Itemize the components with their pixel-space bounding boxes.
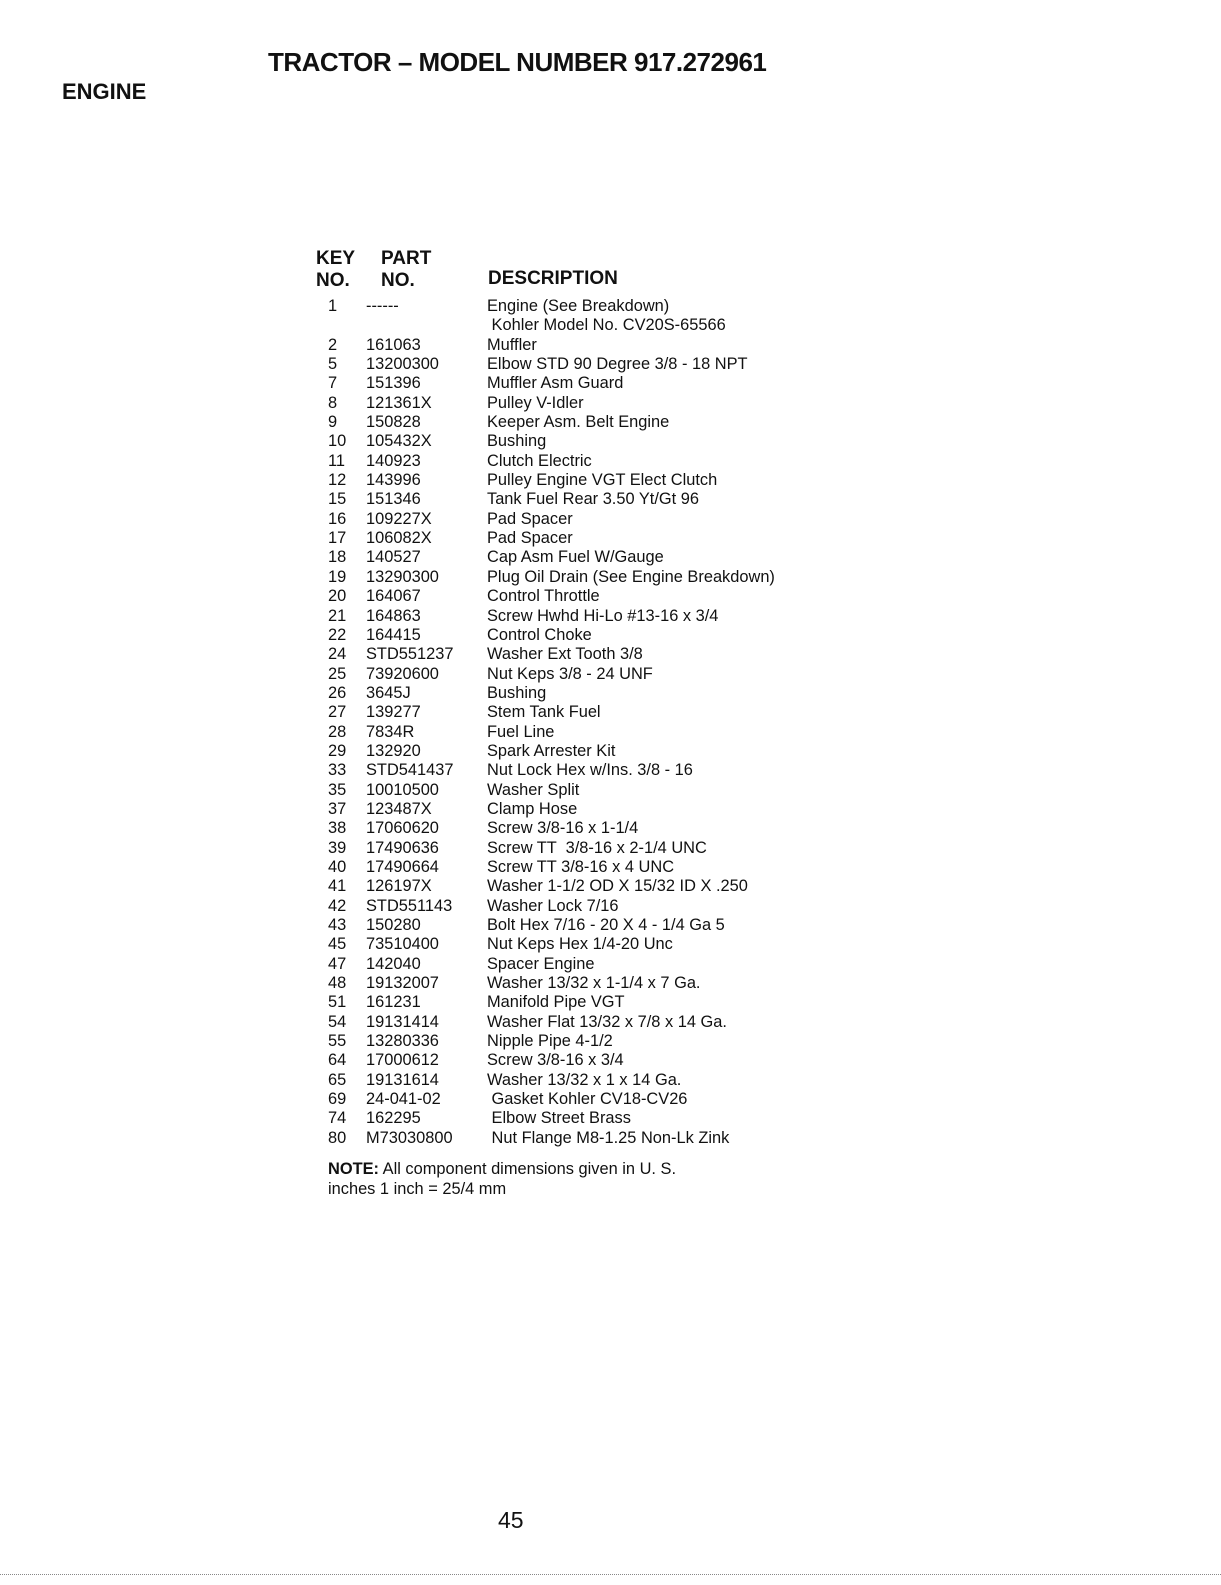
key-no-cell: 39	[328, 838, 347, 857]
key-no-cell: 48	[328, 974, 347, 993]
key-no-cell: 45	[328, 935, 347, 954]
part-no-cell: 73920600	[366, 664, 439, 683]
description-cell: Bushing	[487, 683, 547, 702]
key-no-cell: 20	[328, 587, 347, 606]
key-no-cell: 43	[328, 916, 347, 934]
table-row	[328, 374, 888, 393]
key-no-cell: 12	[328, 471, 347, 490]
description-cell: Fuel Line	[487, 722, 555, 741]
description-cell: Spark Arrester Kit	[487, 741, 616, 760]
table-row	[328, 877, 888, 896]
dimension-note	[328, 1160, 676, 1199]
table-row	[328, 490, 888, 509]
description-cell: Gasket Kohler CV18-CV26	[487, 1090, 688, 1109]
parts-list	[328, 297, 888, 1148]
part-no-cell: 143996	[366, 471, 421, 490]
part-no-cell: 164863	[366, 606, 421, 625]
part-no-cell: ------	[366, 297, 399, 315]
table-row	[328, 955, 888, 974]
description-cell: Nut Lock Hex w/Ins. 3/8 - 16	[487, 761, 693, 780]
table-row	[328, 723, 888, 742]
table-row	[328, 974, 888, 993]
description-cell: Stem Tank Fuel	[487, 703, 601, 722]
key-no-cell: 35	[328, 780, 347, 799]
table-row	[328, 1090, 888, 1109]
key-no-cell: 18	[328, 548, 347, 567]
part-no-cell: 123487X	[366, 799, 432, 818]
description-cell: Pad Spacer	[487, 529, 573, 548]
key-no-cell: 16	[328, 509, 347, 528]
key-no-cell: 15	[328, 490, 347, 509]
part-no-cell: 161231	[366, 993, 421, 1012]
table-row	[328, 394, 888, 413]
key-no-cell: 11	[328, 451, 346, 470]
table-row	[328, 839, 888, 858]
table-row	[328, 1109, 888, 1128]
key-no-cell: 9	[328, 413, 338, 432]
key-no-cell: 25	[328, 664, 347, 683]
part-no-cell: 132920	[366, 741, 421, 760]
section-title: ENGINE	[62, 79, 147, 104]
part-no-cell: 106082X	[366, 529, 432, 548]
key-no-cell: 29	[328, 741, 347, 760]
table-row	[328, 665, 888, 684]
key-no-cell: 28	[328, 722, 347, 741]
table-row	[328, 645, 888, 664]
table-row	[328, 297, 888, 316]
description-cell: Plug Oil Drain (See Engine Breakdown)	[487, 567, 775, 586]
table-row	[328, 316, 888, 335]
key-no-cell: 22	[328, 625, 347, 644]
description-cell: Engine (See Breakdown)	[487, 297, 670, 315]
description-cell: Screw TT 3/8-16 x 2-1/4 UNC	[487, 838, 707, 857]
part-no-cell: STD551143	[366, 896, 453, 915]
key-no-cell: 33	[328, 761, 347, 780]
key-no-cell: 55	[328, 1032, 347, 1051]
table-row	[328, 432, 888, 451]
table-row	[328, 1051, 888, 1070]
key-no-cell: 80	[328, 1128, 347, 1147]
note-text-2: inches 1 inch = 25/4 mm	[328, 1179, 507, 1198]
table-row	[328, 1129, 888, 1148]
description-cell: Control Throttle	[487, 587, 600, 606]
key-no-cell: 40	[328, 857, 347, 876]
table-row	[328, 800, 888, 819]
table-row	[328, 742, 888, 761]
description-cell: Pulley Engine VGT Elect Clutch	[487, 471, 718, 490]
table-row	[328, 761, 888, 780]
key-no-cell: 17	[328, 529, 347, 548]
key-no-cell: 41	[328, 877, 347, 896]
part-no-cell: 109227X	[366, 509, 432, 528]
table-row	[328, 587, 888, 606]
table-row	[328, 452, 888, 471]
part-no-cell: 10010500	[366, 780, 439, 799]
key-no-cell: 65	[328, 1070, 347, 1089]
description-cell: Clamp Hose	[487, 799, 578, 818]
description-cell: Keeper Asm. Belt Engine	[487, 413, 670, 432]
part-no-cell: 161063	[366, 335, 421, 354]
description-cell: Control Choke	[487, 625, 592, 644]
part-no-cell: 17490664	[366, 857, 439, 876]
part-no-cell: 17060620	[366, 819, 439, 838]
key-no-cell: 5	[328, 355, 338, 374]
part-no-cell: 19131414	[366, 1012, 439, 1031]
part-no-cell: 7834R	[366, 722, 415, 741]
description-cell: Screw 3/8-16 x 1-1/4	[487, 819, 639, 838]
description-cell: Muffler Asm Guard	[487, 374, 624, 393]
description-cell: Screw TT 3/8-16 x 4 UNC	[487, 857, 675, 876]
part-no-cell: 13200300	[366, 355, 439, 374]
key-no-cell: 26	[328, 683, 347, 702]
description-cell: Bushing	[487, 432, 547, 451]
part-no-cell: 17490636	[366, 838, 439, 857]
page-title: TRACTOR – MODEL NUMBER 917.272961	[268, 47, 767, 77]
description-cell: Elbow STD 90 Degree 3/8 - 18 NPT	[487, 355, 748, 374]
part-no-cell: 105432X	[366, 432, 432, 451]
description-cell: Washer Ext Tooth 3/8	[487, 645, 643, 664]
note-line-1	[328, 1160, 676, 1180]
key-no-cell: 74	[328, 1109, 347, 1128]
table-row	[328, 607, 888, 626]
key-no-cell: 51	[328, 993, 347, 1012]
table-row	[328, 1032, 888, 1051]
table-row	[328, 471, 888, 490]
description-cell: Bolt Hex 7/16 - 20 X 4 - 1/4 Ga 5	[487, 916, 725, 934]
key-no-cell: 69	[328, 1090, 347, 1109]
description-cell: Elbow Street Brass	[487, 1109, 631, 1128]
part-no-cell: 73510400	[366, 935, 439, 954]
key-no-cell: 42	[328, 896, 347, 915]
table-row	[328, 935, 888, 954]
part-no-cell: 24-041-02	[366, 1090, 441, 1109]
note-label: NOTE:	[328, 1160, 379, 1178]
table-row	[328, 336, 888, 355]
key-no-cell: 1	[328, 297, 338, 315]
description-cell: Manifold Pipe VGT	[487, 993, 625, 1012]
key-no-cell: 7	[328, 374, 338, 393]
part-no-cell: 17000612	[366, 1051, 439, 1070]
description-cell: Nut Flange M8-1.25 Non-Lk Zink	[487, 1128, 730, 1147]
part-no-cell: 150280	[366, 916, 421, 934]
description-cell: Pad Spacer	[487, 509, 573, 528]
header-part-no: PART NO.	[381, 248, 432, 291]
key-no-cell: 10	[328, 432, 347, 451]
part-no-cell: 3645J	[366, 683, 411, 702]
key-no-cell: 64	[328, 1051, 347, 1070]
key-no-cell: 38	[328, 819, 347, 838]
part-no-cell: 142040	[366, 954, 421, 973]
table-row	[328, 1013, 888, 1032]
part-no-cell: 19132007	[366, 974, 439, 993]
description-cell: Muffler	[487, 335, 537, 354]
part-no-cell: 151346	[366, 490, 421, 509]
part-no-cell: STD551237	[366, 645, 454, 664]
table-row	[328, 897, 888, 916]
part-no-cell: 13290300	[366, 567, 439, 586]
table-row	[328, 858, 888, 877]
table-row	[328, 355, 888, 374]
part-no-cell: 139277	[366, 703, 421, 722]
part-no-cell: 140923	[366, 451, 421, 470]
key-no-cell: 24	[328, 645, 347, 664]
part-no-cell: 19131614	[366, 1070, 439, 1089]
table-row	[328, 703, 888, 722]
description-cell: Tank Fuel Rear 3.50 Yt/Gt 96	[487, 490, 699, 509]
description-cell: Kohler Model No. CV20S-65566	[487, 316, 726, 335]
table-row	[328, 819, 888, 838]
key-no-cell: 37	[328, 799, 347, 818]
description-cell: Screw 3/8-16 x 3/4	[487, 1051, 624, 1070]
part-no-cell: 13280336	[366, 1032, 439, 1051]
description-cell: Washer Flat 13/32 x 7/8 x 14 Ga.	[487, 1012, 727, 1031]
note-text-1: All component dimensions given in U. S.	[379, 1160, 677, 1178]
part-no-cell: 151396	[366, 374, 421, 393]
table-row	[328, 548, 888, 567]
description-cell: Clutch Electric	[487, 451, 592, 470]
key-no-cell: 47	[328, 954, 347, 973]
description-cell: Washer 13/32 x 1-1/4 x 7 Ga.	[487, 974, 701, 993]
table-row	[328, 993, 888, 1012]
table-row	[328, 626, 888, 645]
table-row	[328, 684, 888, 703]
bottom-divider	[0, 1574, 1221, 1575]
page-number: 45	[498, 1507, 524, 1533]
table-row	[328, 510, 888, 529]
key-no-cell: 2	[328, 335, 338, 354]
key-no-cell: 27	[328, 703, 347, 722]
part-no-cell: 150828	[366, 413, 421, 432]
part-no-cell: 164067	[366, 587, 421, 606]
description-cell: Washer Lock 7/16	[487, 896, 619, 915]
table-row	[328, 781, 888, 800]
description-cell: Cap Asm Fuel W/Gauge	[487, 548, 664, 567]
description-cell: Spacer Engine	[487, 954, 595, 973]
description-cell: Screw Hwhd Hi-Lo #13-16 x 3/4	[487, 606, 719, 625]
key-no-cell: 21	[328, 606, 347, 625]
description-cell: Washer Split	[487, 780, 580, 799]
part-no-cell: 121361X	[366, 393, 432, 412]
description-cell: Nut Keps Hex 1/4-20 Unc	[487, 935, 673, 954]
part-no-cell: STD541437	[366, 761, 454, 780]
part-no-cell: 164415	[366, 625, 421, 644]
key-no-cell: 19	[328, 567, 347, 586]
part-no-cell: 162295	[366, 1109, 421, 1128]
table-row	[328, 413, 888, 432]
table-row	[328, 529, 888, 548]
key-no-cell: 8	[328, 393, 338, 412]
part-no-cell: M73030800	[366, 1128, 453, 1147]
header-description: DESCRIPTION	[488, 268, 618, 289]
description-cell: Nut Keps 3/8 - 24 UNF	[487, 664, 653, 683]
table-row	[328, 916, 888, 935]
description-cell: Washer 13/32 x 1 x 14 Ga.	[487, 1070, 682, 1089]
description-cell: Pulley V-Idler	[487, 393, 584, 412]
description-cell: Washer 1-1/2 OD X 15/32 ID X .250	[487, 877, 748, 896]
table-row	[328, 568, 888, 587]
table-row	[328, 1071, 888, 1090]
part-no-cell: 126197X	[366, 877, 432, 896]
header-key-no: KEY NO.	[316, 248, 356, 291]
part-no-cell: 140527	[366, 548, 421, 567]
description-cell: Nipple Pipe 4-1/2	[487, 1032, 613, 1051]
key-no-cell: 54	[328, 1012, 347, 1031]
